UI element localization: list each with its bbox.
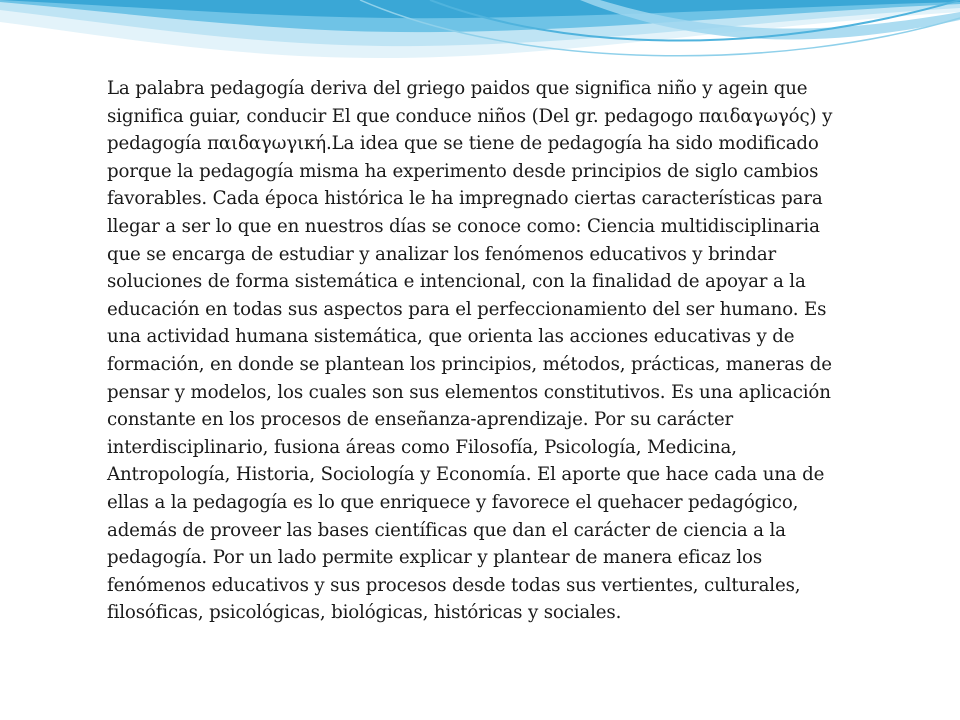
body-paragraph: La palabra pedagogía deriva del griego paidos que significa niño y agein que significa guiar, conducir El que conduce niños (Del gr. pedagogo παιδαγωγός) y pedagogía παιδαγωγική.La idea que se tiene de pedagogía ha sido modificado porque la pedagogía misma ha experimento desde principios de siglo cambios favorables. Cada época histórica le ha impregnado ciertas características para llegar a ser lo que en nuestros días se conoce como: Ciencia multidisciplinaria que se encarga de estudiar y analizar los fenómenos educativos y brindar soluciones de forma sistemática e intencional, con la finalidad de apoyar a la educación en todas sus aspectos para el perfeccionamiento del ser humano. Es una actividad humana sistemática, que orienta las acciones educativas y de formación, en donde se plantean los principios, métodos, prácticas, maneras de pensar y modelos, los cuales son sus elementos constitutivos. Es una aplicación constante en los procesos de enseñanza-aprendizaje. Por su carácter interdisciplinario, fusiona áreas como Filosofía, Psicología, Medicina, Antropología, Historia, Sociología y Economía. El aporte que hace cada una de ellas a la pedagogía es lo que enriquece y favorece el quehacer pedagógico, además de proveer las bases científicas que dan el carácter de ciencia a la pedagogía. Por un lado permite explicar y plantear de manera eficaz los fenómenos educativos y sus procesos desde todas sus vertientes, culturales, filosóficas, psicológicas, biológicas, históricas y sociales. [107,78,833,624]
